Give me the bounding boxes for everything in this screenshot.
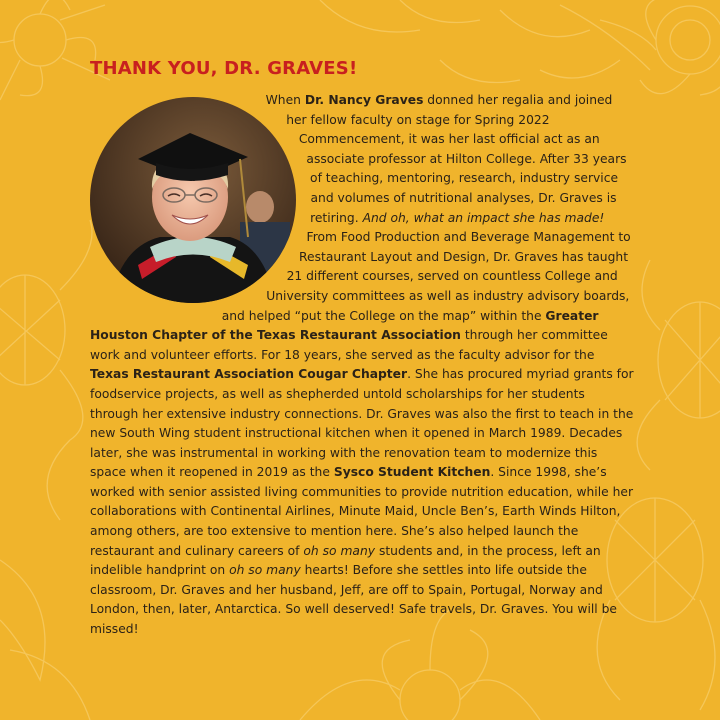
portrait-photo [90,97,296,303]
body-text-segment: hearts! Before she settles into life outside the classroom, Dr. Graves and her husband, Jeff, are off to Spain, Portugal, Norway and London, then, later, Antarctica. So well deserved! Safe travels, Dr. Graves. You will be missed! [90,563,617,637]
body-text-segment: From Food Production and Beverage Management to Restaurant Layout and Design, Dr. Graves has taught 21 different courses, served on countless College and University committees as well as industry advisory boards, and helped “put the College on the map” within the [221,230,631,323]
leaf-outline-icon [0,440,90,720]
article-title: THANK YOU, DR. GRAVES! [90,58,358,79]
body-text-segment: students and, in the process, left an indelible handprint on [90,543,601,578]
spiky-fruit-outline-icon [0,220,92,440]
body-text-segment: When [265,93,305,107]
article [90,58,636,640]
body-text-segment: . Since 1998, she’s worked with senior assisted living communities to provide nutrition education, while her collaborations with Continental Airlines, Minute Maid, Uncle Ben’s, Earth Winds Hilton, among others, are too extensive to mention here. She’s also helped launch the restaurant and culinary careers of [90,465,634,558]
body-text-segment: through her committee work and volunteer efforts. For 18 years, she served as the faculty advisor for the [90,328,608,362]
highlight-organization: Texas Restaurant Association Cougar Chapter [90,367,408,382]
spiky-fruit-outline-icon [637,260,720,470]
highlight-name: Dr. Nancy Graves [304,93,424,107]
italic-phrase: And oh, what an impact she has made! [362,210,605,225]
body-text-segment: . She has procured myriad grants for foodservice projects, as well as shepherded untold scholarships for her students through her extensive industry connections. Dr. Graves was also the first to teach in the new South Wing student instructional kitchen when it opened in March 1989. Decades later, she was instrumental in working with the renovation team to modernize this space when it reopened in 2019 as the [90,367,634,480]
graduate-portrait-image [90,97,296,303]
italic-phrase: oh so many [229,563,301,578]
italic-phrase: oh so many [303,543,376,558]
highlight-kitchen: Sysco Student Kitchen [333,465,491,480]
highlight-organization: Greater Houston Chapter of the Texas Restaurant Association [90,308,599,343]
body-text-segment: donned her regalia and joined her fellow faculty on stage for Spring 2022 Commencement, it was her last official act as an associate professor at Hilton College. After 33 years of teaching, mentoring, research, industry service and volumes of nutritional analyses, Dr. Graves is retiring. [286,93,627,225]
